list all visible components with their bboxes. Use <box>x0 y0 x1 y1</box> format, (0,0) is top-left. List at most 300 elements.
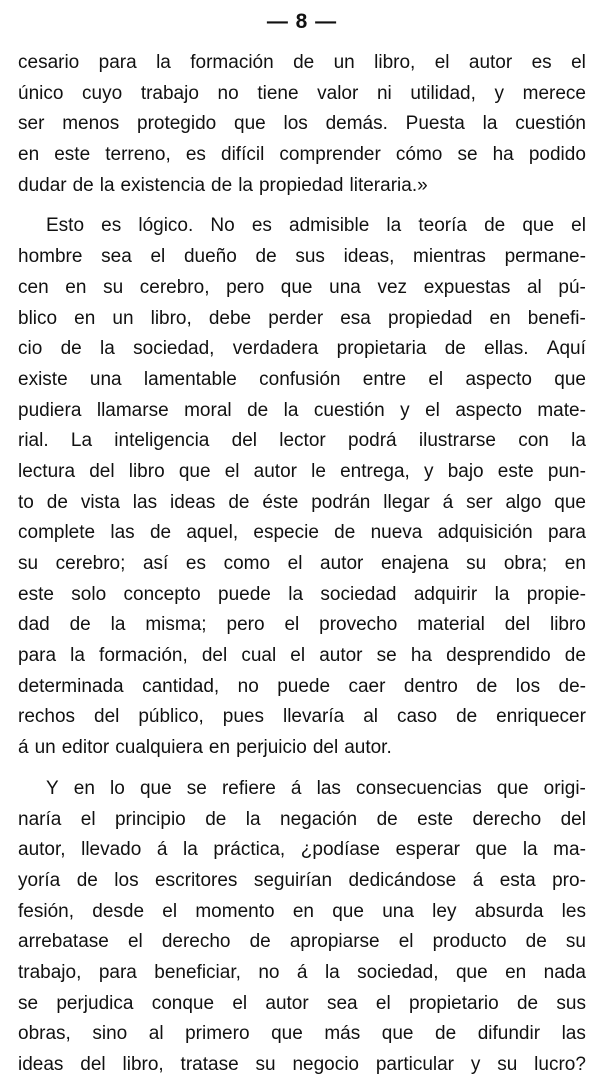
text-line <box>18 927 586 958</box>
word: la <box>156 52 171 73</box>
word: sociedad, <box>357 961 439 983</box>
word: adquisición <box>437 522 533 544</box>
word: ni <box>376 82 392 104</box>
word: dedicándose <box>348 869 457 891</box>
word: Aquí <box>546 338 586 360</box>
word: á <box>296 961 308 983</box>
word: de <box>247 399 269 421</box>
word: que <box>381 1023 414 1045</box>
word: concepto <box>123 583 201 605</box>
word: el <box>428 368 444 390</box>
word: Esto <box>46 215 85 237</box>
word: La <box>70 430 93 452</box>
word: éste <box>262 491 299 513</box>
word: la <box>494 583 510 605</box>
word: más <box>324 1023 361 1045</box>
word: caso <box>396 706 438 728</box>
word: cen <box>18 276 49 298</box>
word: y <box>494 82 504 104</box>
word: obra; <box>503 553 548 574</box>
word: podrán <box>311 491 371 513</box>
word: á <box>156 839 168 861</box>
word: momento <box>195 900 275 922</box>
word: naría <box>18 808 62 830</box>
word: ley <box>432 900 457 922</box>
word: bajo <box>447 460 484 482</box>
word: práctica, <box>213 839 286 861</box>
paragraph-3 <box>18 774 586 1081</box>
word: que <box>178 460 211 482</box>
word: obras, <box>18 1023 71 1045</box>
word: en <box>564 553 586 574</box>
text-line <box>18 549 586 580</box>
word: de <box>435 1023 457 1045</box>
word: la <box>100 338 115 360</box>
word: les <box>561 900 586 922</box>
word: vez <box>377 276 408 298</box>
word: moral <box>184 399 232 421</box>
word: libro, <box>122 1054 164 1075</box>
word: tiene <box>257 82 299 104</box>
word: lector <box>279 430 326 452</box>
word: al <box>363 706 378 728</box>
word: negocio <box>292 1054 359 1075</box>
word: hombre <box>18 246 83 268</box>
word: sociedad <box>320 583 397 605</box>
word: debe <box>208 307 252 329</box>
word: autor <box>253 460 297 482</box>
paragraph-2 <box>18 211 586 763</box>
body-text <box>18 48 586 1081</box>
word: ser <box>18 113 45 135</box>
word: aspecto <box>455 399 522 421</box>
word: se <box>18 992 39 1014</box>
text-line <box>18 79 586 110</box>
word: pú- <box>558 276 586 298</box>
text-line <box>18 457 586 488</box>
text-line <box>18 989 586 1020</box>
word: inteligencia <box>114 430 210 452</box>
word: de <box>149 522 172 544</box>
word: algo <box>505 491 542 513</box>
text-line <box>18 140 586 171</box>
word: su <box>255 1054 276 1075</box>
word: difícil <box>221 144 265 166</box>
word: de <box>72 174 94 196</box>
word: ideas <box>170 491 216 513</box>
text-line <box>18 304 586 335</box>
word: perjudica <box>56 992 134 1014</box>
word: pero <box>226 614 265 636</box>
text-line <box>18 396 586 427</box>
word: una <box>382 900 414 922</box>
word: escritores <box>155 869 238 891</box>
word: el <box>425 399 440 421</box>
word: el <box>150 246 166 268</box>
word: de <box>334 522 356 544</box>
word: negación <box>280 808 358 830</box>
text-line <box>18 109 586 140</box>
word: la <box>324 961 340 983</box>
text-line <box>18 1019 586 1050</box>
word: perder <box>268 307 324 329</box>
word: derecho <box>472 808 542 830</box>
word: merece <box>522 82 586 104</box>
word: puede <box>277 675 331 697</box>
word: lo <box>110 777 125 799</box>
word: cerebro; <box>55 553 126 574</box>
word: pudiera <box>18 399 82 421</box>
word: de <box>444 338 466 360</box>
word: para <box>547 522 586 544</box>
word: la <box>283 399 299 421</box>
text-line <box>18 48 586 79</box>
word: cerebro, <box>139 276 210 298</box>
word: único <box>18 82 64 104</box>
word: desde <box>92 900 145 922</box>
word: sino <box>92 1023 128 1045</box>
word: el <box>290 645 306 667</box>
text-line <box>18 702 586 733</box>
word: como <box>223 553 271 574</box>
word: que <box>496 777 529 799</box>
word: en <box>18 144 40 166</box>
word: dentro <box>403 675 458 697</box>
word: el <box>224 460 240 482</box>
word: existe <box>18 368 68 390</box>
word: la <box>482 113 498 135</box>
word: y <box>424 460 434 482</box>
word: utilidad, <box>410 82 476 104</box>
word: le <box>311 460 326 482</box>
word: la <box>110 614 126 636</box>
word: el <box>571 215 586 237</box>
text-line <box>18 518 586 549</box>
word: origi- <box>543 777 586 799</box>
word: el <box>571 52 586 73</box>
word: dueño <box>183 246 237 268</box>
word: no <box>217 82 239 104</box>
word: de <box>76 869 98 891</box>
word: autor, <box>18 839 66 861</box>
word: verdadera <box>232 338 319 360</box>
word: este <box>417 808 454 830</box>
word: llevado <box>81 839 142 861</box>
word: blico <box>18 307 58 329</box>
word: sus <box>295 246 325 268</box>
word: su <box>103 276 124 298</box>
word: cantidad, <box>142 675 220 697</box>
word: propiedad <box>258 174 344 196</box>
word: lectura <box>18 460 76 482</box>
word: absurda <box>474 900 544 922</box>
word: que <box>280 276 313 298</box>
word: la <box>522 839 538 861</box>
word: libro, <box>374 52 416 73</box>
word: el <box>127 931 143 953</box>
word: las <box>561 1023 586 1045</box>
text-line <box>18 211 586 242</box>
word: que <box>139 777 172 799</box>
word: es <box>531 52 552 73</box>
word: cuestión <box>515 113 586 135</box>
word: es <box>251 215 272 237</box>
word: es <box>185 144 206 166</box>
word: propie- <box>526 583 586 605</box>
word: determinada <box>18 675 124 697</box>
text-line <box>18 835 586 866</box>
word: arrebatase <box>18 931 109 953</box>
word: no <box>237 675 259 697</box>
text-line <box>18 426 586 457</box>
word: de- <box>558 675 586 697</box>
word: expuestas <box>423 276 511 298</box>
word: los <box>283 113 308 135</box>
word: que <box>475 839 508 861</box>
word: á <box>290 777 302 799</box>
paragraph-1 <box>18 48 586 201</box>
word: su <box>466 553 487 574</box>
word: el <box>287 553 303 574</box>
word: de <box>228 491 250 513</box>
text-line <box>18 897 586 928</box>
word: enajena <box>380 553 449 574</box>
word: un <box>34 737 56 759</box>
word: este <box>497 460 534 482</box>
word: su <box>18 553 39 574</box>
word: cual <box>241 645 277 667</box>
word: ellas. <box>484 338 529 360</box>
word: y <box>470 1054 481 1075</box>
word: teoría <box>418 215 467 237</box>
word: fesión, <box>18 900 74 922</box>
word: autor. <box>344 737 392 759</box>
word: ideas, <box>343 246 395 268</box>
word: llamarse <box>96 399 169 421</box>
word: menos <box>62 113 120 135</box>
word: del <box>504 614 531 636</box>
word: de <box>516 992 539 1014</box>
word: que <box>234 113 266 135</box>
word: trabajo, <box>18 961 82 983</box>
word: esta <box>499 869 536 891</box>
word: No <box>210 215 235 237</box>
word: sea <box>101 246 132 268</box>
word: desprendido <box>446 645 551 667</box>
word: en <box>65 276 87 298</box>
word: en <box>505 961 527 983</box>
word: nada <box>543 961 586 983</box>
word: en <box>208 737 231 759</box>
word: principio <box>114 808 186 830</box>
word: al <box>148 1023 164 1045</box>
word: puede <box>218 583 271 605</box>
text-line <box>18 1050 586 1081</box>
word: seguirían <box>253 869 333 891</box>
word: cualquiera <box>115 737 203 759</box>
word: cuestión <box>313 399 385 421</box>
word: libro, <box>150 307 192 329</box>
word: es <box>185 553 206 574</box>
word: una <box>89 368 122 390</box>
word: que <box>332 900 364 922</box>
word: autor <box>265 992 309 1014</box>
word: dad <box>18 614 50 636</box>
word: lucro? <box>534 1054 586 1075</box>
word: ¿podíase <box>300 839 380 861</box>
word: yoría <box>18 869 61 891</box>
word: de <box>46 491 68 513</box>
word: del <box>89 460 115 482</box>
word: admisible <box>289 215 370 237</box>
word: este <box>54 144 91 166</box>
word: entrega, <box>340 460 410 482</box>
word: sus <box>556 992 586 1014</box>
word: una <box>329 276 361 298</box>
word: un <box>333 52 355 73</box>
word: en <box>489 307 511 329</box>
word: el <box>434 52 450 73</box>
word: la <box>386 215 402 237</box>
text-line <box>18 171 586 202</box>
word: esperar <box>395 839 460 861</box>
word: se <box>186 777 207 799</box>
text-line <box>18 610 586 641</box>
word: llevaría <box>282 706 345 728</box>
word: sea <box>326 992 358 1014</box>
word: autor <box>468 52 513 73</box>
text-line <box>18 866 586 897</box>
word: Y <box>46 777 59 799</box>
word: formación, <box>99 645 188 667</box>
word: dudar <box>18 174 67 196</box>
word: libro <box>128 460 165 482</box>
word: cómo <box>395 144 443 166</box>
word: la <box>288 583 304 605</box>
word: entre <box>362 368 407 390</box>
word: misma; <box>145 614 207 636</box>
word: las <box>110 522 135 544</box>
word: es <box>101 215 122 237</box>
word: para <box>18 645 57 667</box>
word: cio <box>18 338 43 360</box>
word: primero <box>185 1023 250 1045</box>
text-line <box>18 774 586 805</box>
word: ser <box>466 491 493 513</box>
word: este <box>18 583 54 605</box>
word: sociedad, <box>133 338 215 360</box>
word: de <box>249 931 271 953</box>
word: propietaria <box>336 338 427 360</box>
word: aquel, <box>186 522 239 544</box>
word: la <box>99 174 115 196</box>
word: su <box>565 931 586 953</box>
word: de <box>484 215 506 237</box>
word: solo <box>71 583 107 605</box>
word: que <box>271 1023 303 1045</box>
word: confusión <box>259 368 341 390</box>
page-number: — 8 — <box>266 10 338 33</box>
word: á <box>18 737 29 759</box>
word: autor <box>319 645 363 667</box>
word: del <box>231 430 257 452</box>
word: cesario <box>18 52 80 73</box>
word: público, <box>138 706 204 728</box>
word: particular <box>375 1054 455 1075</box>
word: del <box>80 1054 106 1075</box>
word: la <box>183 839 198 861</box>
word: el <box>80 808 96 830</box>
word: protegido <box>137 113 217 135</box>
word: podrá <box>348 430 397 452</box>
word: así <box>142 553 169 574</box>
word: pues <box>222 706 264 728</box>
word: que <box>554 368 586 390</box>
word: lamentable <box>143 368 237 390</box>
word: de <box>476 675 498 697</box>
word: de <box>255 246 277 268</box>
word: con <box>518 430 549 452</box>
text-line <box>18 580 586 611</box>
word: la <box>70 645 85 667</box>
word: material <box>417 614 485 636</box>
word: y <box>400 399 410 421</box>
word: del <box>94 706 120 728</box>
word: la <box>238 174 253 196</box>
word: terreno, <box>105 144 171 166</box>
word: mientras <box>413 246 486 268</box>
word: se <box>376 645 397 667</box>
word: en <box>74 307 96 329</box>
word: esa <box>340 307 371 329</box>
word: propietario <box>408 992 499 1014</box>
word: pro- <box>552 869 586 891</box>
word: de <box>211 174 233 196</box>
word: propiedad <box>387 307 473 329</box>
word: comprender <box>279 144 381 166</box>
word: conque <box>151 992 215 1014</box>
text-line <box>18 733 586 764</box>
text-line <box>18 488 586 519</box>
word: autor <box>320 553 364 574</box>
word: que <box>522 215 555 237</box>
word: rechos <box>18 706 76 728</box>
word: el <box>398 931 414 953</box>
word: adquirir <box>413 583 478 605</box>
word: al <box>526 276 542 298</box>
word: caer <box>348 675 386 697</box>
word: que <box>455 961 488 983</box>
word: consecuencias <box>356 777 482 799</box>
text-line <box>18 242 586 273</box>
word: de <box>376 808 398 830</box>
text-line <box>18 334 586 365</box>
word: del <box>560 808 586 830</box>
word: permane- <box>504 246 586 268</box>
word: especie <box>253 522 319 544</box>
word: de <box>60 338 82 360</box>
word: podido <box>528 144 586 166</box>
word: apropiarse <box>289 931 380 953</box>
word: beneficiar, <box>154 961 241 983</box>
word: de <box>456 706 478 728</box>
word: de <box>205 808 227 830</box>
word: provecho <box>319 614 398 636</box>
word: la <box>245 808 261 830</box>
word: pun- <box>547 460 586 482</box>
word: formación <box>190 52 274 73</box>
word: el <box>284 614 300 636</box>
